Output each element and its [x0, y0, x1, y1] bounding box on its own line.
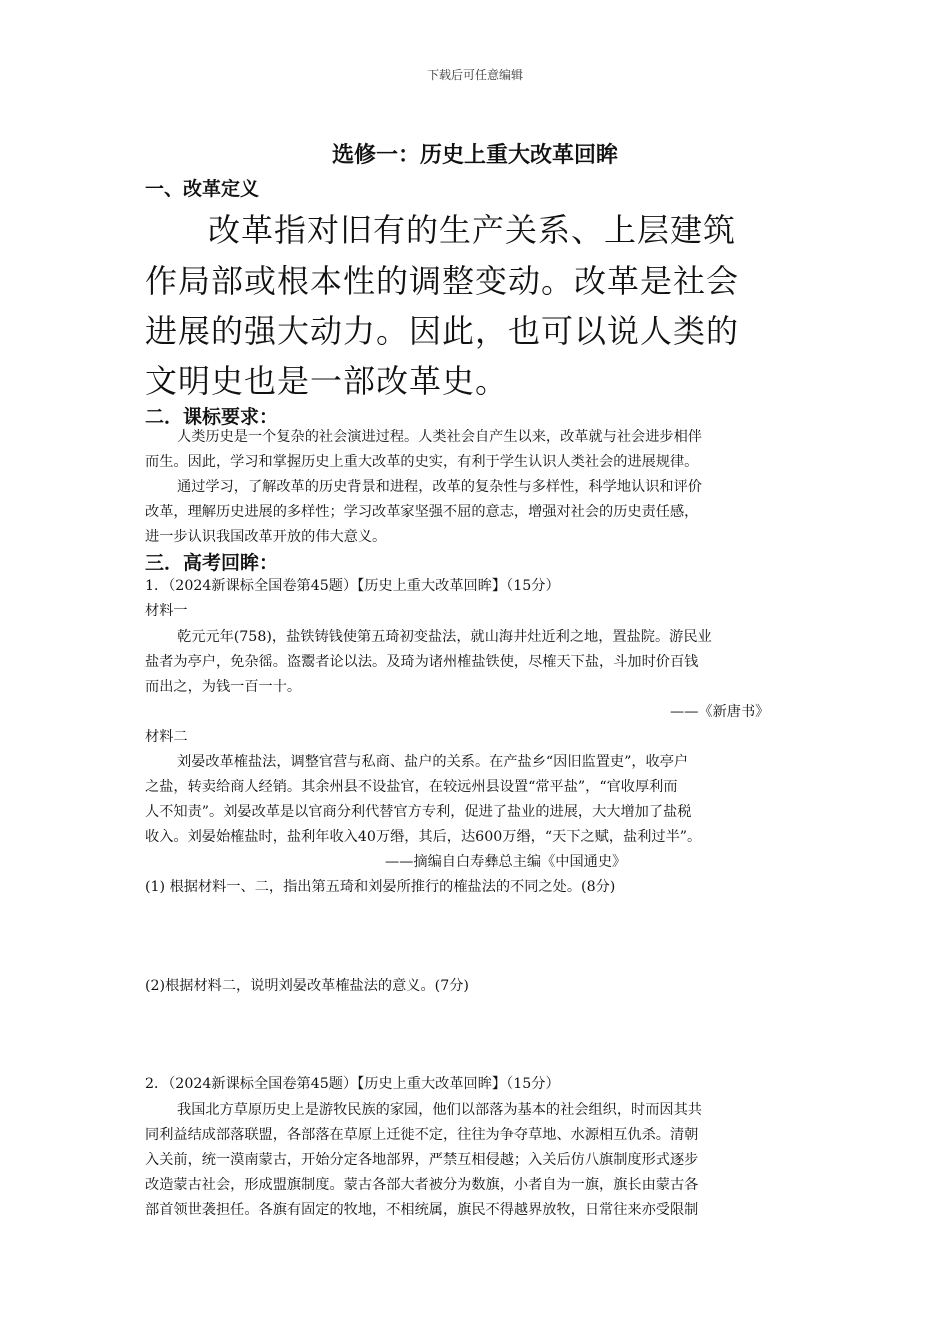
material-line: 而出之，为钱一百一十。: [145, 679, 302, 695]
material-line: 改造蒙古社会，形成盟旗制度。蒙古各部大者被分为数旗，小者自为一旗，旗长由蒙古各: [145, 1177, 699, 1193]
section-heading-exam: 三．高考回眸：: [145, 552, 279, 574]
material-line: 之盐，转卖给商人经销。其余州县不设盐官，在较远州县设置“常平盐”，“官收厚利而: [145, 779, 678, 795]
material-line: 同利益结成部落联盟，各部落在草原上迁徙不定，往往为争夺草地、水源相互仇杀。清朝: [145, 1127, 699, 1143]
material-line: 刘晏改革榷盐法，调整官营与私商、盐户的关系。在产盐乡“因旧监置吏”，收亭户: [177, 754, 689, 770]
sub-question-2: (2)根据材料二，说明刘晏改革榷盐法的意义。(7分): [145, 978, 469, 994]
definition-line: 文明史也是一部改革史。: [145, 362, 509, 400]
section-heading-definition: 一、改革定义: [145, 178, 260, 200]
material-line: 盐者为亭户，免杂徭。盗鬻者论以法。及琦为诸州榷盐铁使，尽榷天下盐，斗加时价百钱: [145, 654, 699, 670]
definition-line: 进展的强大动力。因此，也可以说人类的: [145, 312, 740, 350]
header-note: 下载后可任意编辑: [426, 68, 523, 82]
section-heading-standards: 二．课标要求：: [145, 406, 279, 428]
paragraph-line: 通过学习，了解改革的历史背景和进程，改革的复杂性与多样性，科学地认识和评价: [177, 479, 702, 495]
paragraph-line: 人类历史是一个复杂的社会演进过程。人类社会自产生以来，改革就与社会进步相伴: [177, 429, 702, 445]
material-2-label: 材料二: [145, 729, 188, 745]
material-1-label: 材料一: [145, 603, 188, 619]
definition-line: 改革指对旧有的生产关系、上层建筑: [208, 211, 737, 249]
question-2-title: 2．（2024新课标全国卷第45题）【历史上重大改革回眸】（15分）: [145, 1076, 560, 1092]
material-1-source: ——《新唐书》: [670, 704, 770, 720]
material-line: 入关前，统一漠南蒙古，开始分定各地部界，严禁互相侵越；入关后仿八旗制度形式逐步: [145, 1152, 699, 1168]
question-1-title: 1．（2024新课标全国卷第45题）【历史上重大改革回眸】（15分）: [145, 578, 560, 594]
page-title: 选修一：历史上重大改革回眸: [331, 143, 618, 168]
paragraph-line: 改革，理解历史进展的多样性；学习改革家坚强不屈的意志，增强对社会的历史责任感，: [145, 504, 699, 520]
material-line: 收入。刘晏始榷盐时，盐利年收入40万缗，其后，达600万缗，“天下之赋，盐利过半”。: [145, 829, 702, 845]
material-2-source: ——摘编自白寿彝总主编《中国通史》: [385, 854, 627, 870]
material-line: 部首领世袭担任。各旗有固定的牧地，不相统属，旗民不得越界放牧，日常往来亦受限制: [145, 1202, 699, 1218]
material-line: 人不知责”。刘晏改革是以官商分利代替官方专利，促进了盐业的进展，大大增加了盐税: [145, 804, 692, 820]
sub-question-1: (1) 根据材料一、二，指出第五琦和刘晏所推行的榷盐法的不同之处。(8分): [145, 879, 616, 895]
material-line: 乾元元年(758)，盐铁铸钱使第五琦初变盐法，就山海井灶近利之地，置盐院。游民业: [177, 629, 712, 645]
paragraph-line: 进一步认识我国改革开放的伟大意义。: [145, 529, 387, 545]
definition-line: 作局部或根本性的调整变动。改革是社会: [145, 262, 740, 300]
paragraph-line: 而生。因此，学习和掌握历史上重大改革的史实，有利于学生认识人类社会的进展规律。: [145, 454, 699, 470]
material-line: 我国北方草原历史上是游牧民族的家园，他们以部落为基本的社会组织，时而因其共: [177, 1102, 702, 1118]
